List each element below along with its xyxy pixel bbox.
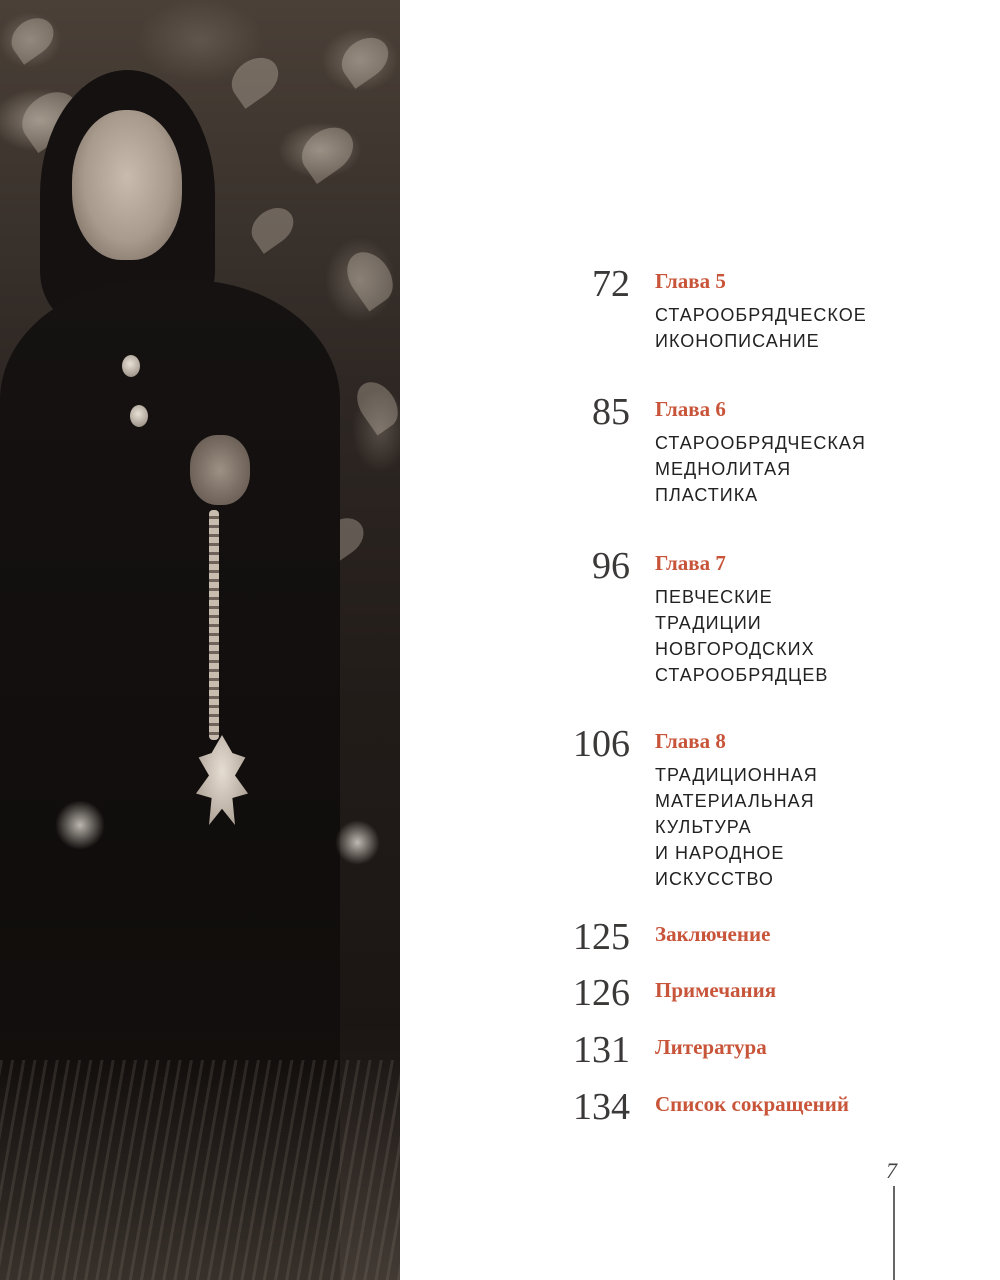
section-label: Примечания (655, 978, 777, 1002)
chapter-title: ПЕВЧЕСКИЕ ТРАДИЦИИ НОВГОРОДСКИХ СТАРООБРЯДЦЕВ (655, 587, 829, 685)
page-number: 134 (573, 1086, 630, 1128)
chapter-title: ТРАДИЦИОННАЯ МАТЕРИАЛЬНАЯ КУЛЬТУРА И НАРОДНОЕ ИСКУССТВО (655, 765, 818, 889)
toc-entry-chapter-7[interactable] (540, 545, 980, 685)
folio-page-number: 7 (886, 1158, 897, 1183)
toc-entry-abbreviations[interactable] (540, 1086, 980, 1128)
folio-rule (893, 1186, 895, 1280)
chapter-label: Глава 7 (655, 551, 726, 575)
page-number: 72 (592, 263, 630, 305)
archival-photo (0, 0, 400, 1280)
section-label: Литература (655, 1035, 767, 1059)
page-number: 106 (573, 723, 630, 765)
grass (0, 1060, 400, 1280)
chapter-label: Глава 5 (655, 269, 726, 293)
page-number: 96 (592, 545, 630, 587)
section-label: Список сокращений (655, 1092, 849, 1116)
page-number: 126 (573, 972, 630, 1014)
page-number: 131 (573, 1029, 630, 1071)
toc-entry-chapter-8[interactable] (540, 723, 980, 889)
page-number: 85 (592, 391, 630, 433)
toc-entry-conclusion[interactable] (540, 916, 980, 958)
toc-entry-literature[interactable] (540, 1029, 980, 1071)
chapter-title: СТАРООБРЯДЧЕСКОЕ ИКОНОПИСАНИЕ (655, 305, 867, 351)
chapter-title: СТАРООБРЯДЧЕСКАЯ МЕДНОЛИТАЯ ПЛАСТИКА (655, 433, 866, 505)
face (72, 110, 182, 260)
chapter-label: Глава 6 (655, 397, 726, 421)
hands (190, 435, 250, 505)
toc-entry-chapter-5[interactable] (540, 263, 980, 351)
chapter-label: Глава 8 (655, 729, 726, 753)
page-number: 125 (573, 916, 630, 958)
toc-entry-chapter-6[interactable] (540, 391, 980, 505)
toc-entry-notes[interactable] (540, 972, 980, 1014)
section-label: Заключение (655, 922, 771, 946)
rosary (209, 510, 219, 740)
